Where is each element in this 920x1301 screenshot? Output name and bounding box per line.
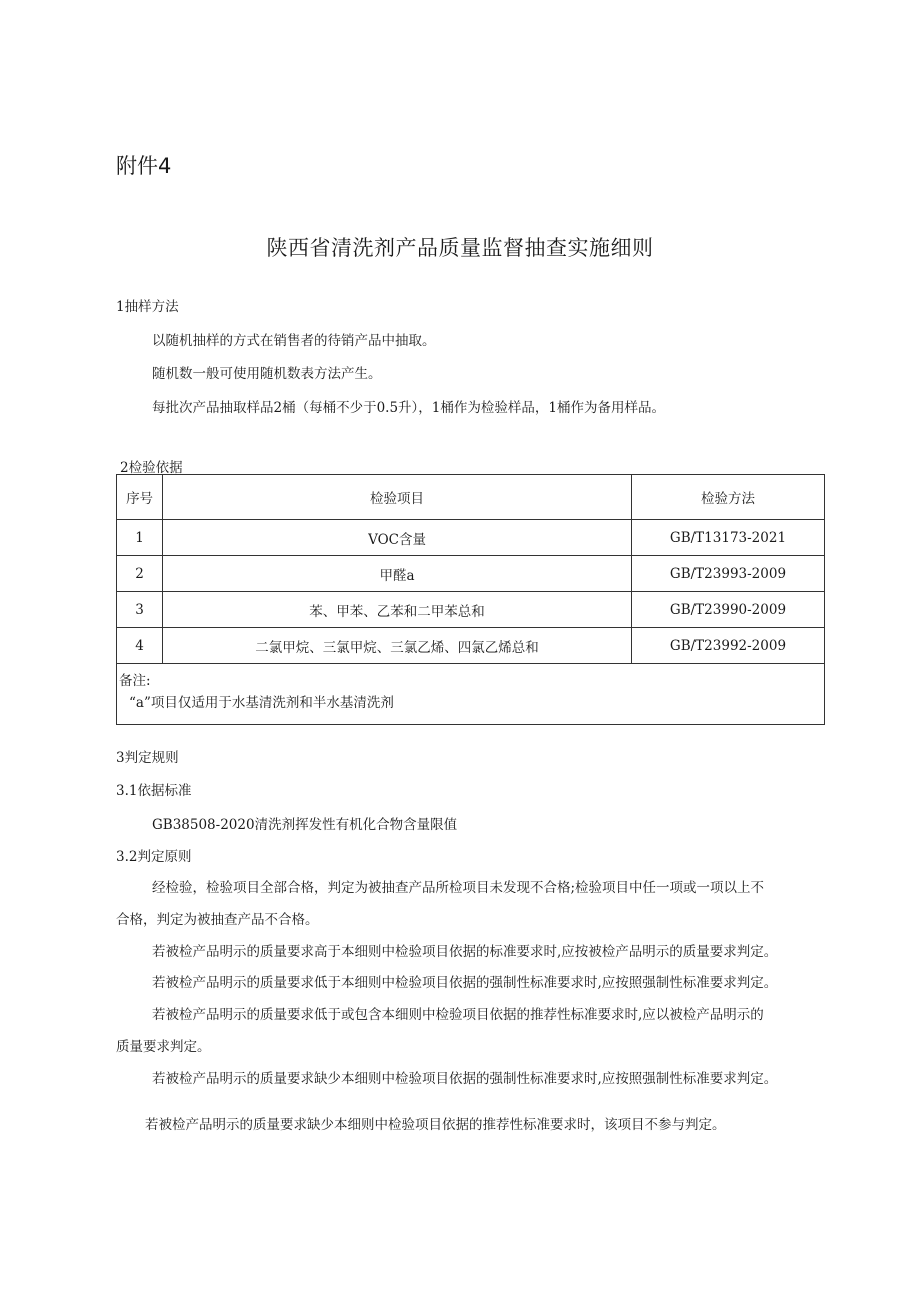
note-cell [117,664,825,725]
cell-index: 4 [117,628,163,664]
table-note-row [117,664,825,725]
principle-paragraph-3: 若被检产品明示的质量要求低于本细则中检验项目依据的强制性标准要求时,应按照强制性标准要求判定。 [152,975,778,991]
note-text: “a”项目仅适用于水基清洗剂和半水基清洗剂 [129,695,394,711]
standard-reference: GB38508-2020清洗剂挥发性有机化合物含量限值 [152,817,458,833]
cell-method: GB/T23990-2009 [631,592,824,628]
table-row [117,628,825,664]
section-3-heading: 3判定规则 [116,750,179,766]
cell-method: GB/T23993-2009 [631,556,824,592]
cell-index: 1 [117,520,163,556]
principle-paragraph-1-line-2: 合格，判定为被抽查产品不合格。 [116,912,319,928]
cell-method: GB/T23992-2009 [631,628,824,664]
table-header-row [117,475,825,520]
document-title: 陕西省清洗剂产品质量监督抽查实施细则 [266,236,654,260]
attachment-label: 附件4 [116,154,172,178]
header-method: 检验方法 [631,475,824,520]
cell-item: 苯、甲苯、乙苯和二甲苯总和 [163,592,632,628]
cell-item: VOC含量 [163,520,632,556]
section-3-2-heading: 3.2判定原则 [116,849,192,865]
section-3-1-heading: 3.1依据标准 [116,783,192,799]
sampling-paragraph-3: 每批次产品抽取样品2桶（每桶不少于0.5升），1桶作为检验样品，1桶作为备用样品。 [152,400,665,416]
principle-paragraph-6: 若被检产品明示的质量要求缺少本细则中检验项目依据的推荐性标准要求时，该项目不参与判定。 [145,1117,726,1133]
cell-item: 二氯甲烷、三氯甲烷、三氯乙烯、四氯乙烯总和 [163,628,632,664]
cell-index: 3 [117,592,163,628]
sampling-paragraph-1: 以随机抽样的方式在销售者的待销产品中抽取。 [152,333,436,349]
cell-method: GB/T13173-2021 [631,520,824,556]
cell-index: 2 [117,556,163,592]
principle-paragraph-5: 若被检产品明示的质量要求缺少本细则中检验项目依据的强制性标准要求时,应按照强制性标准要求判定。 [152,1071,778,1087]
sampling-paragraph-2: 随机数一般可使用随机数表方法产生。 [152,366,382,382]
table-row [117,556,825,592]
section-2-heading: 2检验依据 [120,460,183,476]
cell-item: 甲醛a [163,556,632,592]
section-1-heading: 1抽样方法 [116,299,179,315]
header-item: 检验项目 [163,475,632,520]
table-row [117,520,825,556]
header-index: 序号 [117,475,163,520]
principle-paragraph-2: 若被检产品明示的质量要求高于本细则中检验项目依据的标准要求时,应按被检产品明示的质量要求判定。 [152,944,778,960]
principle-paragraph-1-line-1: 经检验，检验项目全部合格，判定为被抽查产品所检项目未发现不合格;检验项目中任一项或一项以上不 [152,880,765,896]
table-row [117,592,825,628]
principle-paragraph-4-line-1: 若被检产品明示的质量要求低于或包含本细则中检验项目依据的推荐性标准要求时,应以被检产品明示的 [152,1007,764,1023]
principle-paragraph-4-line-2: 质量要求判定。 [116,1039,211,1055]
note-label: 备注: [119,673,151,689]
inspection-table [116,474,825,725]
